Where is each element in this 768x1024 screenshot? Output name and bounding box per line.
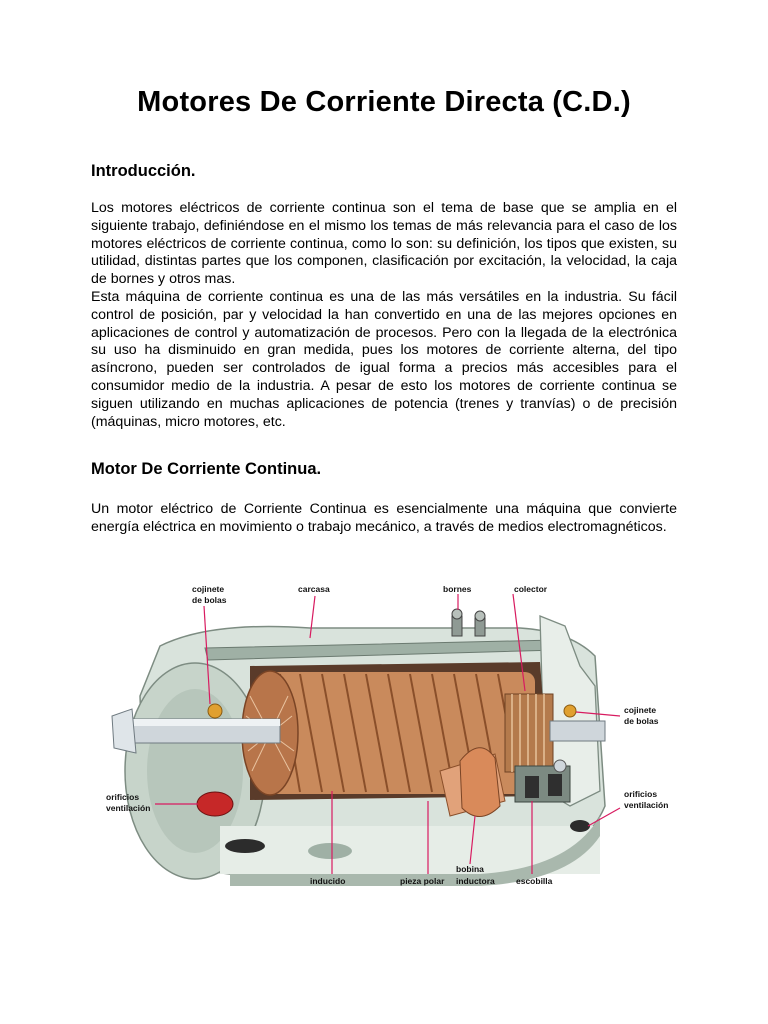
commutator [505,694,553,772]
intro-paragraph-2: Esta máquina de corriente continua es una de las más versátiles en la industria. Su fácil control de posición, par y velocidad la han convertido en una de las mejores opciones en aplicaciones de control y automatización de procesos. Pero con la llegada de la electrónica su uso ha disminuido en gran medida, pues los motores de corriente alterna, del tipo asíncrono, pueden ser controlados de igual forma a precios más accesibles para el consumidor medio de la industria. A pesar de esto los motores de corriente continua se siguen utilizando en muchas aplicaciones de potencia (trenes y tranvías) o de precisión (máquinas, micro motores, etc. [91,289,677,430]
label-escobilla: escobilla [516,876,553,886]
label-orificios-right-1: orificios [624,789,658,799]
intro-paragraph-1: Los motores eléctricos de corriente continua son el tema de base que se amplia en el siguiente trabajo, definiéndose en el mismo los temas de más relevancia para el caso de los motores eléctricos de corriente continua, como lo son: su definición, los tipos que existen, su utilidad, distintas partes que los componen, clasificación por excitación, la velocidad, la caja de bornes y otros mas. [91,200,677,288]
dc-motor-cutaway-illustration [100,576,680,896]
label-orificios-right-2: ventilación [624,800,669,810]
label-cojinete-left-1: cojinete [192,584,225,594]
label-cojinete-left-2: de bolas [192,595,227,605]
label-bobina-1: bobina [456,864,484,874]
label-bobina-2: inductora [456,876,495,886]
label-bornes: bornes [443,584,472,594]
label-carcasa: carcasa [298,584,330,594]
label-orificios-left-2: ventilación [106,803,151,813]
label-pieza-polar: pieza polar [400,876,445,886]
brush-assembly [515,760,570,802]
page-title: Motores De Corriente Directa (C.D.) [137,86,631,118]
label-cojinete-right-1: cojinete [624,705,657,715]
motor-cc-paragraph: Un motor eléctrico de Corriente Continua es esencialmente una máquina que convierte energía eléctrica en movimiento o trabajo mecánico, a través de medios electromagnéticos. [91,501,677,535]
section-heading-motor-cc: Motor De Corriente Continua. [91,460,322,478]
label-colector: colector [514,584,548,594]
label-orificios-left-1: orificios [106,792,140,802]
label-cojinete-right-2: de bolas [624,716,659,726]
label-inducido: inducido [310,876,346,886]
section-heading-introduccion: Introducción. [91,162,196,180]
